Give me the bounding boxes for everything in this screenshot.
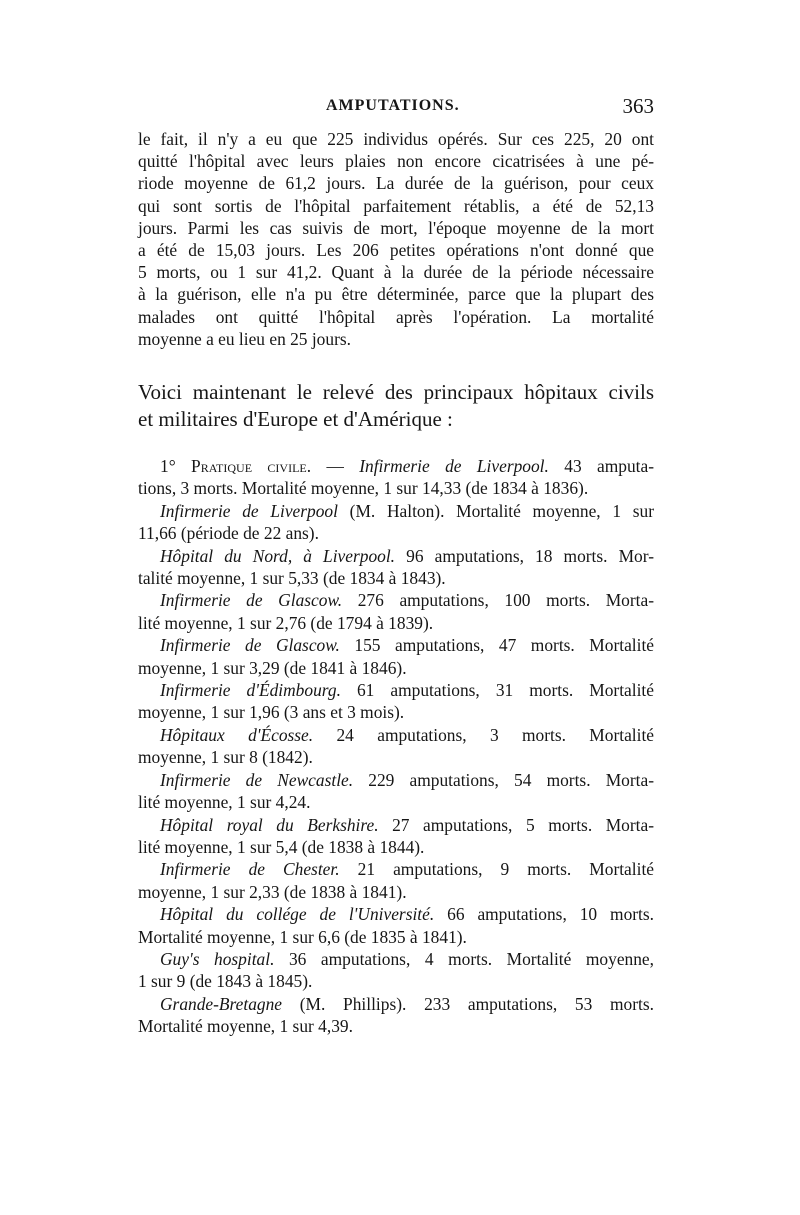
entry-figures: (M. Phillips). 233 amputations, 53 morts. [282,993,654,1014]
entry-continuation-line: 11,66 (période de 22 ans). [138,523,319,544]
hospital-name: Infirmerie de Liverpool. [359,456,549,476]
entry-figures: 276 amputations, 100 morts. Morta- [342,590,655,611]
entry-dash: — [311,456,360,476]
paragraph-line: a été de 15,03 jours. Les 206 petites opérations n'ont donné que [138,240,654,261]
entry-continuation-line: 1 sur 9 (de 1843 à 1845). [138,971,313,992]
entry-figures: (M. Halton). Mortalité moyenne, 1 sur [337,500,655,521]
hospital-name: Infirmerie de Chester. [160,859,340,880]
entry-first-line [138,500,654,522]
entry-first-line [138,858,654,880]
hospital-name: Grande-Bretagne [160,993,283,1014]
running-title: AMPUTATIONS. [326,97,460,114]
entry-continuation-line: tions, 3 morts. Mortalité moyenne, 1 sur 14,33 (de 1834 à 1836). [138,478,589,499]
entry-continuation-line: lité moyenne, 1 sur 4,24. [138,792,311,813]
hospital-name: Hôpital royal du Berkshire. [160,814,379,835]
hospital-entry [138,769,654,814]
entry-figures: 24 amputations, 3 morts. Mortalité [313,724,655,745]
hospital-entry [138,858,654,903]
entry-figures: 27 amputations, 5 morts. Morta- [378,814,655,835]
entry-first-line [138,993,654,1015]
entry-continuation-line: talité moyenne, 1 sur 5,33 (de 1834 à 1843). [138,568,446,589]
hospitals-intro-paragraph [138,379,654,433]
section-number: 1° [160,456,192,476]
entry-first-line [138,455,654,477]
hospital-name: Infirmerie de Liverpool [160,500,338,521]
hospital-entry [138,679,654,724]
hospital-name: Infirmerie de Glascow. [160,590,343,611]
entry-continuation-line: Mortalité moyenne, 1 sur 4,39. [138,1016,353,1037]
entry-first-line [138,903,654,925]
entry-first-line [138,814,654,836]
hospital-entry [138,948,654,993]
entry-first-line [138,545,654,567]
paragraph-line: malades ont quitté l'hôpital après l'opération. La mortalité [138,306,654,327]
entry-figures: 43 amputa- [548,456,654,476]
hospital-entry [138,589,654,634]
paragraph-amputation-statistics [138,128,654,350]
paragraph-line: à la guérison, elle n'a pu être déterminée, parce que la plupart des [138,284,654,305]
intro-line: Voici maintenant le relevé des principaux hôpitaux civils [138,380,654,404]
running-head [138,94,654,124]
paragraph-line: qui sont sortis de l'hôpital parfaitement rétablis, a été de 52,13 [138,195,654,216]
entry-continuation-line: moyenne, 1 sur 2,33 (de 1838 à 1841). [138,881,407,902]
hospital-name: Infirmerie de Newcastle. [160,769,354,790]
entry-figures: 96 amputations, 18 morts. Mor- [395,545,654,566]
entry-first-line [138,679,654,701]
entry-figures: 61 amputations, 31 morts. Mortalité [340,680,654,701]
paragraph-line: quitté l'hôpital avec leurs plaies non encore cicatrisées à une pé- [138,151,654,172]
entry-continuation-line: lité moyenne, 1 sur 2,76 (de 1794 à 1839). [138,612,434,633]
paragraph-line: le fait, il n'y a eu que 225 individus opérés. Sur ces 225, 20 ont [138,129,654,149]
paragraph-line: moyenne a eu lieu en 25 jours. [138,328,351,349]
entry-figures: 229 amputations, 54 morts. Morta- [353,769,655,790]
paragraph-line: jours. Parmi les cas suivis de mort, l'époque moyenne de la mort [138,217,654,238]
entry-continuation-line: moyenne, 1 sur 1,96 (3 ans et 3 mois). [138,702,405,723]
hospital-name: Hôpital du collége de l'Université. [160,904,435,925]
entry-first-line [138,724,654,746]
entry-first-line [138,589,654,611]
hospital-entry [138,724,654,769]
entry-figures: 21 amputations, 9 morts. Mortalité [339,859,654,880]
entry-first-line [138,769,654,791]
hospital-name: Guy's hospital. [160,948,275,969]
entry-first-line [138,634,654,656]
hospital-amputation-list [138,455,654,1038]
entry-first-line [138,948,654,970]
hospital-name: Infirmerie de Glascow. [160,635,340,656]
entry-continuation-line: moyenne, 1 sur 8 (1842). [138,747,313,768]
paragraph-line: riode moyenne de 61,2 jours. La durée de la guérison, pour ceux [138,173,654,194]
entry-continuation-line: lité moyenne, 1 sur 5,4 (de 1838 à 1844). [138,836,425,857]
hospital-entry [138,903,654,948]
hospital-name: Hôpital du Nord, à Liverpool. [160,545,396,566]
hospital-entry [138,455,654,500]
hospital-name: Hôpitaux d'Écosse. [160,724,314,745]
hospital-entry [138,500,654,545]
hospital-entry [138,634,654,679]
entry-continuation-line: Mortalité moyenne, 1 sur 6,6 (de 1835 à 1841). [138,926,467,947]
entry-continuation-line: moyenne, 1 sur 3,29 (de 1841 à 1846). [138,657,407,678]
hospital-name: Infirmerie d'Édimbourg. [160,680,341,701]
paragraph-line: 5 morts, ou 1 sur 41,2. Quant à la durée de la période nécessaire [138,262,654,283]
intro-line: et militaires d'Europe et d'Amérique : [138,407,453,431]
entry-figures: 36 amputations, 4 morts. Mortalité moyenne, [274,948,655,969]
hospital-entry [138,814,654,859]
entry-figures: 66 amputations, 10 morts. [434,904,654,925]
entry-figures: 155 amputations, 47 morts. Mortalité [339,635,654,656]
hospital-entry [138,545,654,590]
page-number: 363 [622,94,654,118]
hospital-entry [138,993,654,1038]
section-label: Pratique civile. [191,456,312,476]
